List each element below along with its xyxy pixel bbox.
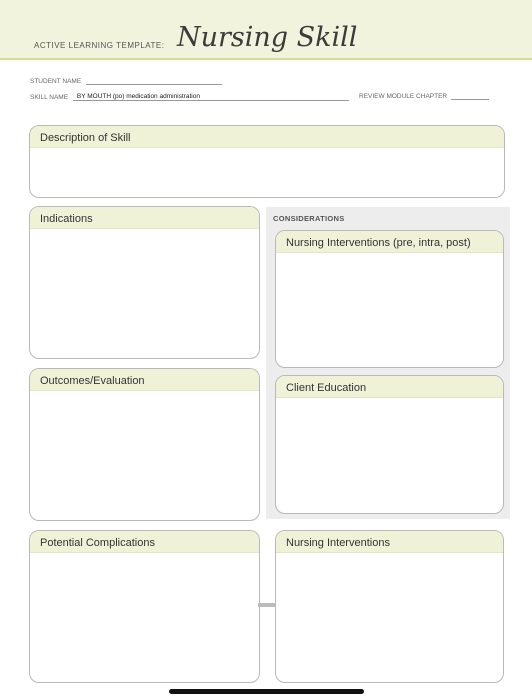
template-label: ACTIVE LEARNING TEMPLATE: — [34, 41, 165, 50]
student-name-row — [30, 78, 222, 85]
skill-name-row — [30, 93, 349, 101]
client-education-panel[interactable] — [275, 375, 504, 514]
skill-name-field[interactable] — [73, 93, 349, 101]
indications-panel[interactable] — [29, 206, 260, 359]
review-module-field[interactable] — [451, 99, 489, 100]
indications-heading: Indications — [30, 207, 259, 229]
student-name-label: STUDENT NAME — [30, 78, 82, 85]
outcomes-panel[interactable] — [29, 368, 260, 521]
nursing-interventions-pip-panel[interactable] — [275, 230, 504, 368]
client-education-heading: Client Education — [276, 376, 503, 398]
nursing-interventions-panel[interactable] — [275, 530, 504, 683]
skill-name-label: SKILL NAME — [30, 94, 69, 101]
nursing-interventions-pip-heading: Nursing Interventions (pre, intra, post) — [276, 231, 503, 253]
potential-complications-panel[interactable] — [29, 530, 260, 683]
outcomes-heading: Outcomes/Evaluation — [30, 369, 259, 391]
review-module-row — [359, 93, 489, 100]
connector-line — [258, 603, 275, 607]
review-module-label: REVIEW MODULE CHAPTER — [359, 93, 448, 100]
nursing-interventions-heading: Nursing Interventions — [276, 531, 503, 553]
page-title: Nursing Skill — [177, 22, 358, 53]
considerations-label: CONSIDERATIONS — [273, 214, 345, 223]
template-header — [0, 0, 532, 60]
skill-name-value: BY MOUTH (po) medication administration — [76, 93, 200, 100]
description-panel[interactable] — [29, 125, 505, 198]
home-indicator[interactable] — [169, 689, 364, 694]
description-heading: Description of Skill — [30, 126, 504, 148]
student-name-field[interactable] — [86, 84, 222, 85]
potential-complications-heading: Potential Complications — [30, 531, 259, 553]
